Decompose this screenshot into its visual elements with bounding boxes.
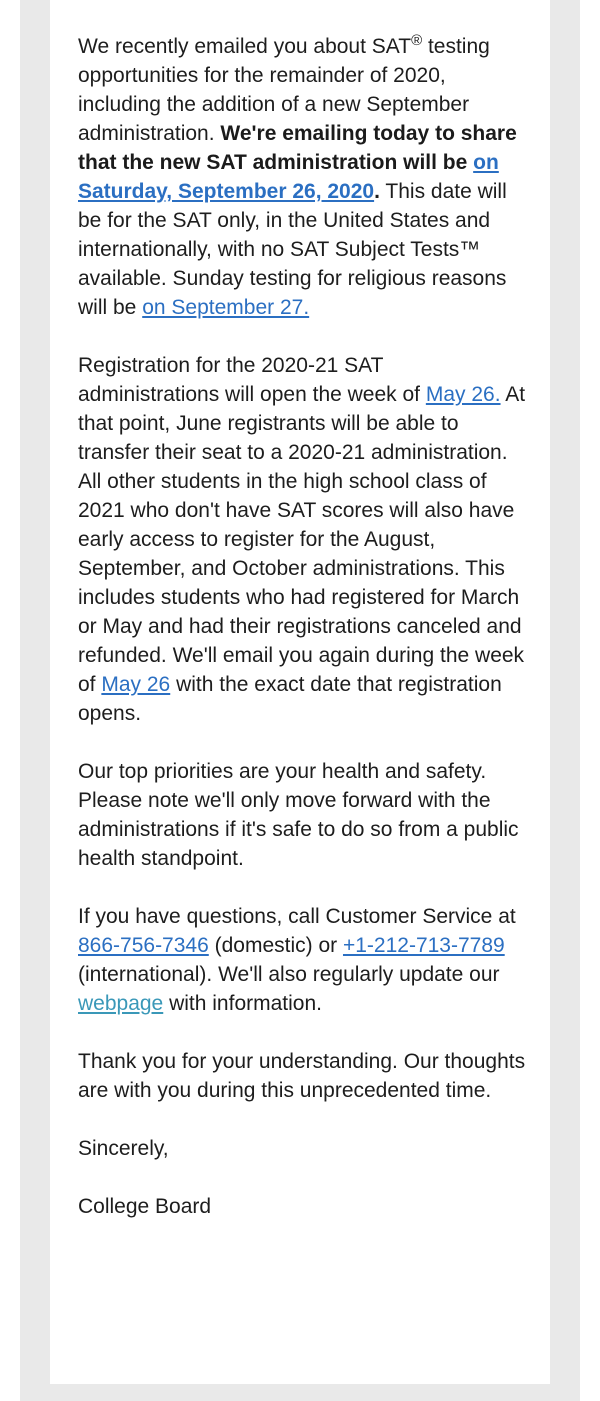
bold-statement: We're emailing today to share that the new SAT administration will be on Saturday, September 26, 2020. <box>78 122 517 203</box>
link-webpage[interactable]: webpage <box>78 992 164 1015</box>
paragraph-announcement: We recently emailed you about SAT® testing opportunities for the remainder of 2020, including the addition of a new September administration. We're emailing today to share that the new SAT administration will be on Saturday, September 26, 2020. This date will be for the SAT only, in the United States and internationally, with no SAT Subject Tests™ available. Sunday testing for religious reasons will be on September 27. <box>78 32 517 319</box>
link-may-26-first[interactable]: May 26. <box>425 383 501 406</box>
registered-mark: ® <box>411 32 423 49</box>
paragraph-thanks: Thank you for your understanding. Our thoughts are with you during this unprecedented time. <box>78 1050 526 1102</box>
link-september-26[interactable]: on Saturday, September 26, 2020 <box>78 151 499 203</box>
email-body <box>78 32 528 1250</box>
email-card <box>50 0 550 1384</box>
paragraph-contact: If you have questions, call Customer Service at 866-756-7346 (domestic) or +1-212-713-7789 (international). We'll also regularly update our webpage with information. <box>78 905 516 1015</box>
link-september-27[interactable]: on September 27. <box>142 296 310 319</box>
paragraph-priorities: Our top priorities are your health and safety. Please note we'll only move forward with the administrations if it's safe to do so from a public health standpoint. <box>78 760 519 870</box>
link-may-26-second[interactable]: May 26 <box>101 673 171 696</box>
signature: College Board <box>78 1195 212 1218</box>
paragraph-registration: Registration for the 2020-21 SAT administrations will open the week of May 26. At that point, June registrants will be able to transfer their seat to a 2020-21 administration. All other students in the high school class of 2021 who don't have SAT scores will also have early access to register for the August, September, and October administrations. This includes students who had registered for March or May and had their registrations canceled and refunded. We'll email you again during the week of May 26 with the exact date that registration opens. <box>78 354 526 725</box>
link-phone-domestic[interactable]: 866-756-7346 <box>78 934 209 957</box>
link-phone-international[interactable]: +1-212-713-7789 <box>342 934 505 957</box>
signoff: Sincerely, <box>78 1137 169 1160</box>
email-background <box>20 0 580 1401</box>
